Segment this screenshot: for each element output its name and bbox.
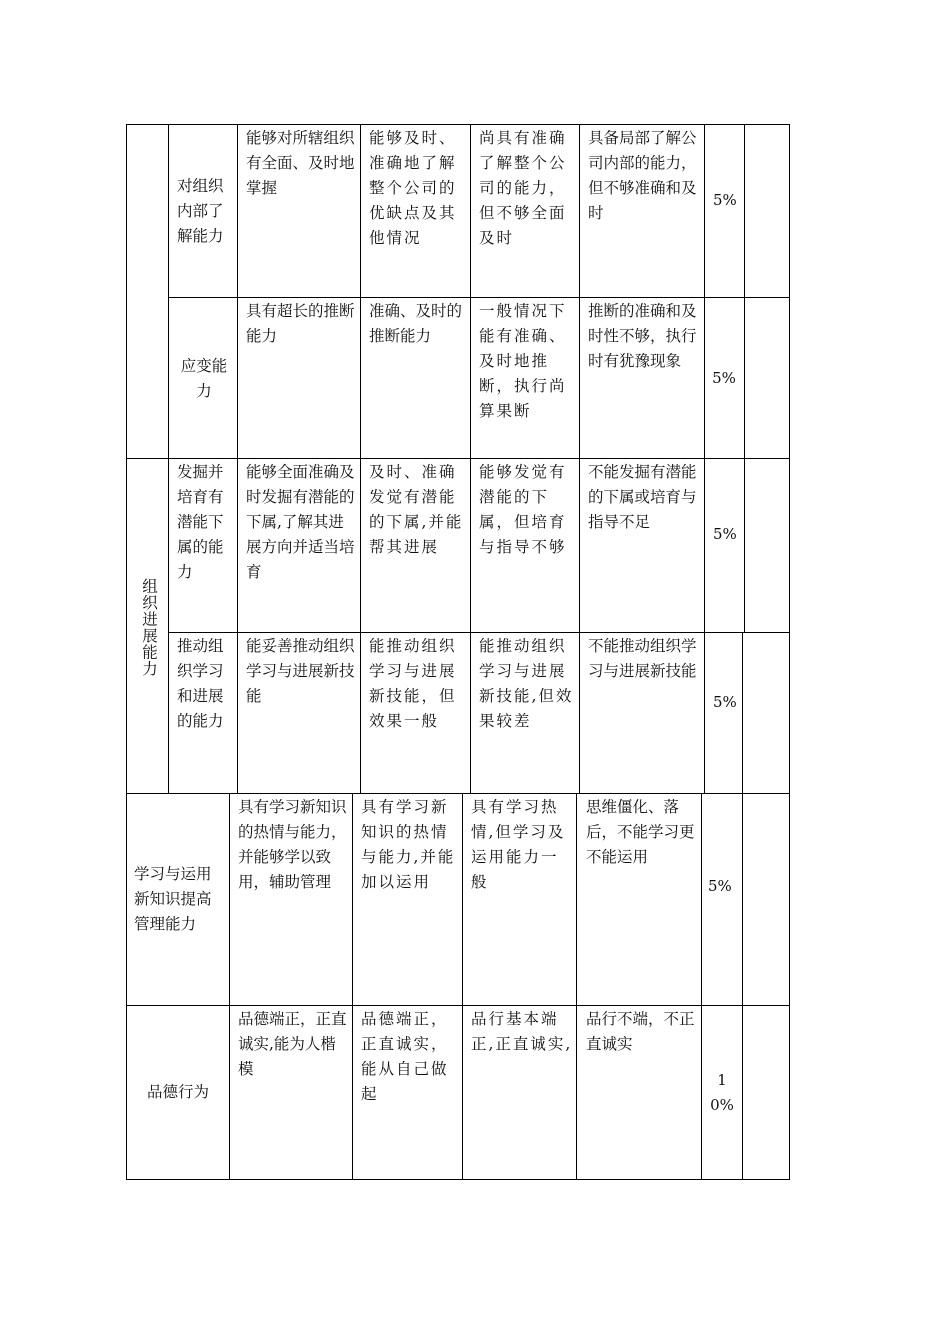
item-name: 应变能力	[180, 357, 228, 400]
table-border-left	[126, 124, 127, 1180]
col-divider	[579, 124, 580, 793]
level-good: 及时、准确发觉有潜能的下属,并能帮其进展	[369, 463, 464, 556]
level-average: 能够发觉有潜能的下属，但培育与指导不够	[479, 463, 567, 556]
level-good: 能够及时、准确地了解整个公司的优缺点及其他情况	[369, 129, 457, 247]
item-name: 学习与运用新知识提高管理能力	[134, 865, 212, 933]
table-border-right	[789, 124, 790, 1180]
col-divider	[701, 793, 702, 1179]
level-excellent: 能够对所辖组织有全面、及时地掌握	[246, 129, 355, 197]
col-divider	[576, 793, 577, 1179]
col-divider	[352, 793, 353, 1179]
level-poor: 具备局部了解公司内部的能力，但不够准确和及时	[588, 129, 697, 222]
row-divider	[126, 1005, 790, 1006]
level-average: 一般情况下能有准确、及时地推断，执行尚算果断	[479, 302, 567, 420]
level-good: 准确、及时的推断能力	[369, 302, 463, 345]
level-average: 尚具有准确了解整个公司的能力，但不够全面及时	[479, 129, 567, 247]
col-divider	[704, 124, 705, 793]
level-average: 能推动组织学习与进展新技能,但效果较差	[479, 637, 574, 730]
level-excellent: 能够全面准确及时发掘有潜能的下属,了解其进展方向并适当培育	[246, 463, 355, 581]
level-average: 具有学习热情,但学习及运用能力一般	[471, 798, 566, 891]
item-name: 推动组织学习和进展的能力	[177, 637, 224, 730]
table-border-top	[126, 124, 790, 125]
level-poor: 不能发掘有潜能的下属或培育与指导不足	[588, 463, 697, 531]
level-excellent: 具有学习新知识的热情与能力，并能够学以致用，辅助管理	[238, 798, 347, 891]
row-divider	[126, 458, 790, 459]
col-divider	[742, 793, 743, 1179]
weight: 5%	[713, 525, 737, 543]
item-name: 品德行为	[146, 1083, 209, 1101]
level-good: 能推动组织学习与进展新技能，但效果一般	[369, 637, 457, 730]
level-average: 品行基本端正,正直诚实,	[471, 1010, 573, 1053]
col-divider	[744, 124, 745, 632]
weight: 5%	[713, 191, 737, 209]
weight: 10%	[710, 1071, 734, 1114]
level-poor: 推断的准确和及时性不够，执行时有犹豫现象	[588, 302, 697, 370]
level-poor: 思维僵化、落后，不能学习更不能运用	[586, 798, 695, 866]
col-divider	[168, 124, 169, 793]
row-divider	[169, 297, 790, 298]
row-divider	[169, 632, 790, 633]
level-excellent: 品德端正，正直诚实,能为人楷模	[238, 1010, 347, 1078]
col-divider	[360, 124, 361, 793]
level-good: 品德端正，正直诚实，能从自己做起	[361, 1010, 449, 1103]
weight: 5%	[708, 877, 732, 895]
item-name: 对组织内部了解能力	[177, 177, 224, 245]
weight: 5%	[712, 369, 736, 387]
level-good: 具有学习新知识的热情与能力,并能加以运用	[361, 798, 456, 891]
row-divider	[126, 793, 790, 794]
item-name: 发掘并培育有潜能下属的能力	[177, 463, 224, 581]
col-divider	[742, 632, 743, 793]
level-excellent: 能妥善推动组织学习与进展新技能	[246, 637, 355, 705]
level-excellent: 具有超长的推断能力	[246, 302, 355, 345]
col-divider	[237, 124, 238, 793]
level-poor: 不能推动组织学习与进展新技能	[588, 637, 697, 680]
col-divider	[470, 124, 471, 793]
col-divider	[462, 793, 463, 1179]
weight: 5%	[713, 693, 737, 711]
level-poor: 品行不端，不正直诚实	[586, 1010, 695, 1053]
col-divider	[229, 793, 230, 1179]
group-label: 组织进展能力	[140, 578, 158, 677]
table-border-bottom	[126, 1179, 790, 1180]
